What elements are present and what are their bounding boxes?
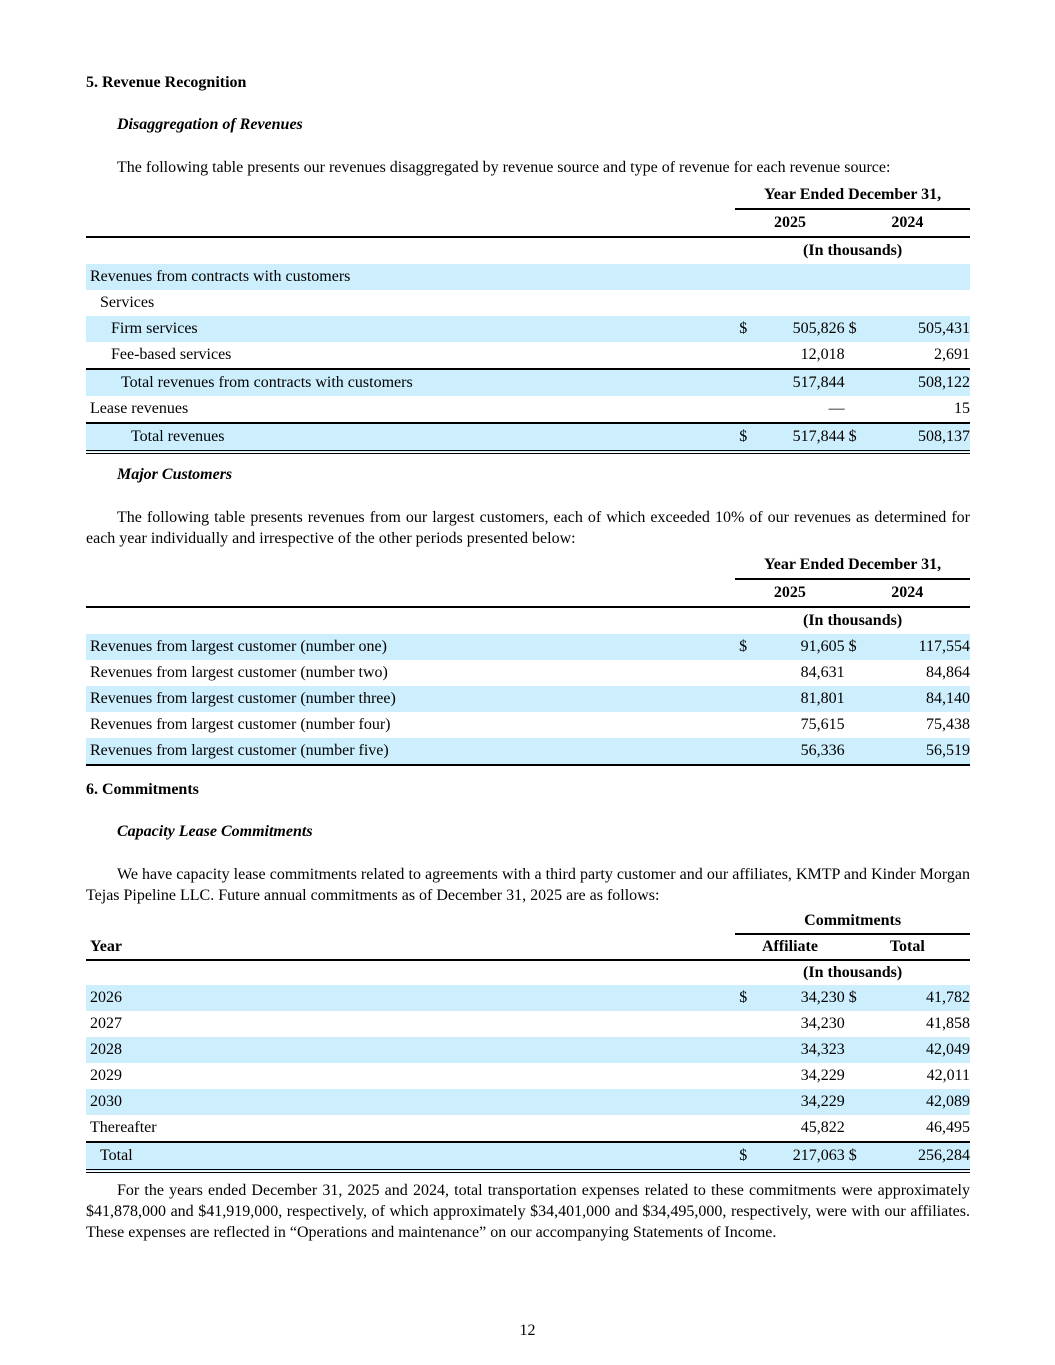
value-affiliate: 34,323: [763, 1037, 845, 1063]
table-header-period: [86, 182, 970, 209]
value-2024: 56,519: [872, 738, 970, 765]
currency-symbol: $: [845, 316, 873, 342]
section-6-heading: 6. Commitments: [86, 781, 199, 798]
value-total: 46,495: [873, 1115, 971, 1142]
value-2025: 505,826: [763, 316, 845, 342]
table-row: [86, 985, 970, 1011]
year-2024-header: 2024: [845, 579, 970, 607]
value-affiliate: 217,063: [763, 1142, 845, 1171]
total-column-header: Total: [845, 934, 970, 960]
commitments-group-header: Commitments: [735, 908, 970, 934]
table-row: [86, 396, 970, 423]
row-label: 2028: [86, 1037, 735, 1063]
table-row: [86, 1115, 970, 1142]
table-row: [86, 660, 970, 686]
value-total: 42,049: [873, 1037, 971, 1063]
table-row: [86, 634, 970, 660]
row-label: Total revenues: [86, 423, 735, 452]
value-2024: 508,122: [872, 369, 970, 396]
row-label: Lease revenues: [86, 396, 735, 423]
table-row: [86, 342, 970, 369]
units-row: [86, 237, 970, 264]
row-label: 2029: [90, 1067, 122, 1084]
table-row-total: [86, 423, 970, 452]
value-2024: 505,431: [872, 316, 970, 342]
currency-symbol: $: [845, 1142, 873, 1171]
value-2025: 517,844: [763, 423, 845, 452]
table-row: [86, 1063, 970, 1089]
table-row: [86, 316, 970, 342]
value-total: 42,011: [926, 1067, 970, 1084]
year-2025-header: 2025: [735, 579, 844, 607]
value-total: 256,284: [873, 1142, 971, 1171]
transportation-expenses-paragraph: For the years ended December 31, 2025 and 2024, total transportation expenses related to these commitments were approximately $41,878,000 and $41,919,000, respectively, of which approximately $34,401,000 and $34,495,000, respectively, were with our affiliates. These expenses are reflected in “Operations and maintenance” on our accompanying Statements of Income.: [86, 1182, 970, 1241]
value-affiliate: 34,229: [763, 1089, 845, 1115]
currency-symbol: $: [735, 634, 763, 660]
currency-symbol: $: [735, 316, 763, 342]
units-label: (In thousands): [803, 242, 903, 259]
row-label: Firm services: [86, 316, 735, 342]
table-row: [86, 686, 970, 712]
table-header-years: [86, 209, 970, 237]
page-number: 12: [519, 1322, 536, 1339]
row-label: Revenues from largest customer (number one): [86, 634, 735, 660]
value-2024: 117,554: [872, 634, 970, 660]
value-2024: 15: [872, 396, 970, 423]
year-2025-header: 2025: [735, 209, 844, 237]
major-customers-intro: The following table presents revenues from our largest customers, each of which exceeded 10% of our revenues as determined for each year individually and irrespective of the other periods presented below:: [86, 509, 970, 547]
value-total: 41,858: [926, 1015, 970, 1032]
period-header: Year Ended December 31,: [735, 182, 970, 209]
major-customers-table: [86, 552, 970, 766]
value-2024: 2,691: [872, 342, 970, 369]
row-label: 2026: [86, 985, 735, 1011]
value-2025: 517,844: [763, 369, 845, 396]
table-row: [86, 1011, 970, 1037]
row-label: Fee-based services: [86, 342, 735, 369]
value-2025: 12,018: [763, 342, 845, 369]
currency-symbol: $: [845, 634, 873, 660]
table-row: [86, 290, 970, 316]
row-label: 2027: [90, 1015, 122, 1032]
affiliate-column-header: Affiliate: [735, 934, 844, 960]
capacity-commitments-table: [86, 908, 970, 1173]
value-affiliate: 34,229: [800, 1067, 845, 1084]
units-label: (In thousands): [803, 964, 903, 981]
row-label: Thereafter: [86, 1115, 735, 1142]
table-row: [86, 264, 970, 290]
capacity-lease-subheading: Capacity Lease Commitments: [117, 823, 313, 840]
year-column-header: Year: [86, 934, 735, 960]
row-label: Total: [86, 1142, 735, 1171]
table-header-columns: [86, 934, 970, 960]
units-label: (In thousands): [803, 612, 903, 629]
value-affiliate: 34,230: [800, 1015, 845, 1032]
value-total: 41,782: [873, 985, 971, 1011]
currency-symbol: $: [735, 985, 763, 1011]
revenue-disaggregation-table: [86, 182, 970, 454]
year-2024-header: 2024: [845, 209, 970, 237]
currency-symbol: $: [845, 985, 873, 1011]
section-5-heading: 5. Revenue Recognition: [86, 74, 247, 91]
value-2025: 81,801: [763, 686, 845, 712]
row-label: Revenues from largest customer (number three): [86, 686, 735, 712]
row-label: Revenues from largest customer (number five): [86, 738, 735, 765]
currency-symbol: $: [735, 423, 763, 452]
currency-symbol: $: [845, 423, 873, 452]
disaggregation-subheading: Disaggregation of Revenues: [117, 116, 303, 133]
capacity-lease-intro: We have capacity lease commitments related to agreements with a third party customer and our affiliates, KMTP and Kinder Morgan Tejas Pipeline LLC. Future annual commitments as of December 31, 2025 are as follows:: [86, 866, 970, 904]
row-label: Revenues from largest customer (number four): [90, 716, 391, 733]
disaggregation-intro: The following table presents our revenues disaggregated by revenue source and type of revenue for each revenue source:: [117, 159, 891, 176]
table-header-period: [86, 552, 970, 579]
row-label: Services: [100, 294, 155, 311]
table-row: [86, 738, 970, 765]
units-row: [86, 960, 970, 985]
value-2024: 75,438: [926, 716, 970, 733]
table-row: [86, 1037, 970, 1063]
currency-symbol: $: [735, 1142, 763, 1171]
row-label: 2030: [86, 1089, 735, 1115]
value-2024: 84,140: [872, 686, 970, 712]
value-2025: 91,605: [763, 634, 845, 660]
value-affiliate: 45,822: [763, 1115, 845, 1142]
table-row-total: [86, 1142, 970, 1171]
table-header-group: [86, 908, 970, 934]
major-customers-subheading: Major Customers: [117, 466, 233, 483]
row-label: Revenues from contracts with customers: [86, 264, 735, 290]
units-row: [86, 607, 970, 634]
period-header: Year Ended December 31,: [735, 552, 970, 579]
value-2025: 84,631: [800, 664, 845, 681]
value-2024: 84,864: [926, 664, 970, 681]
value-2025: 56,336: [763, 738, 845, 765]
table-row: [86, 1089, 970, 1115]
row-label: Revenues from largest customer (number two): [90, 664, 388, 681]
table-header-years: [86, 579, 970, 607]
table-row: [86, 712, 970, 738]
value-2024: 508,137: [872, 423, 970, 452]
row-label: Total revenues from contracts with customers: [86, 369, 735, 396]
value-affiliate: 34,230: [763, 985, 845, 1011]
table-row: [86, 369, 970, 396]
value-2025: 75,615: [800, 716, 845, 733]
value-2025: —: [763, 396, 845, 423]
value-total: 42,089: [873, 1089, 971, 1115]
